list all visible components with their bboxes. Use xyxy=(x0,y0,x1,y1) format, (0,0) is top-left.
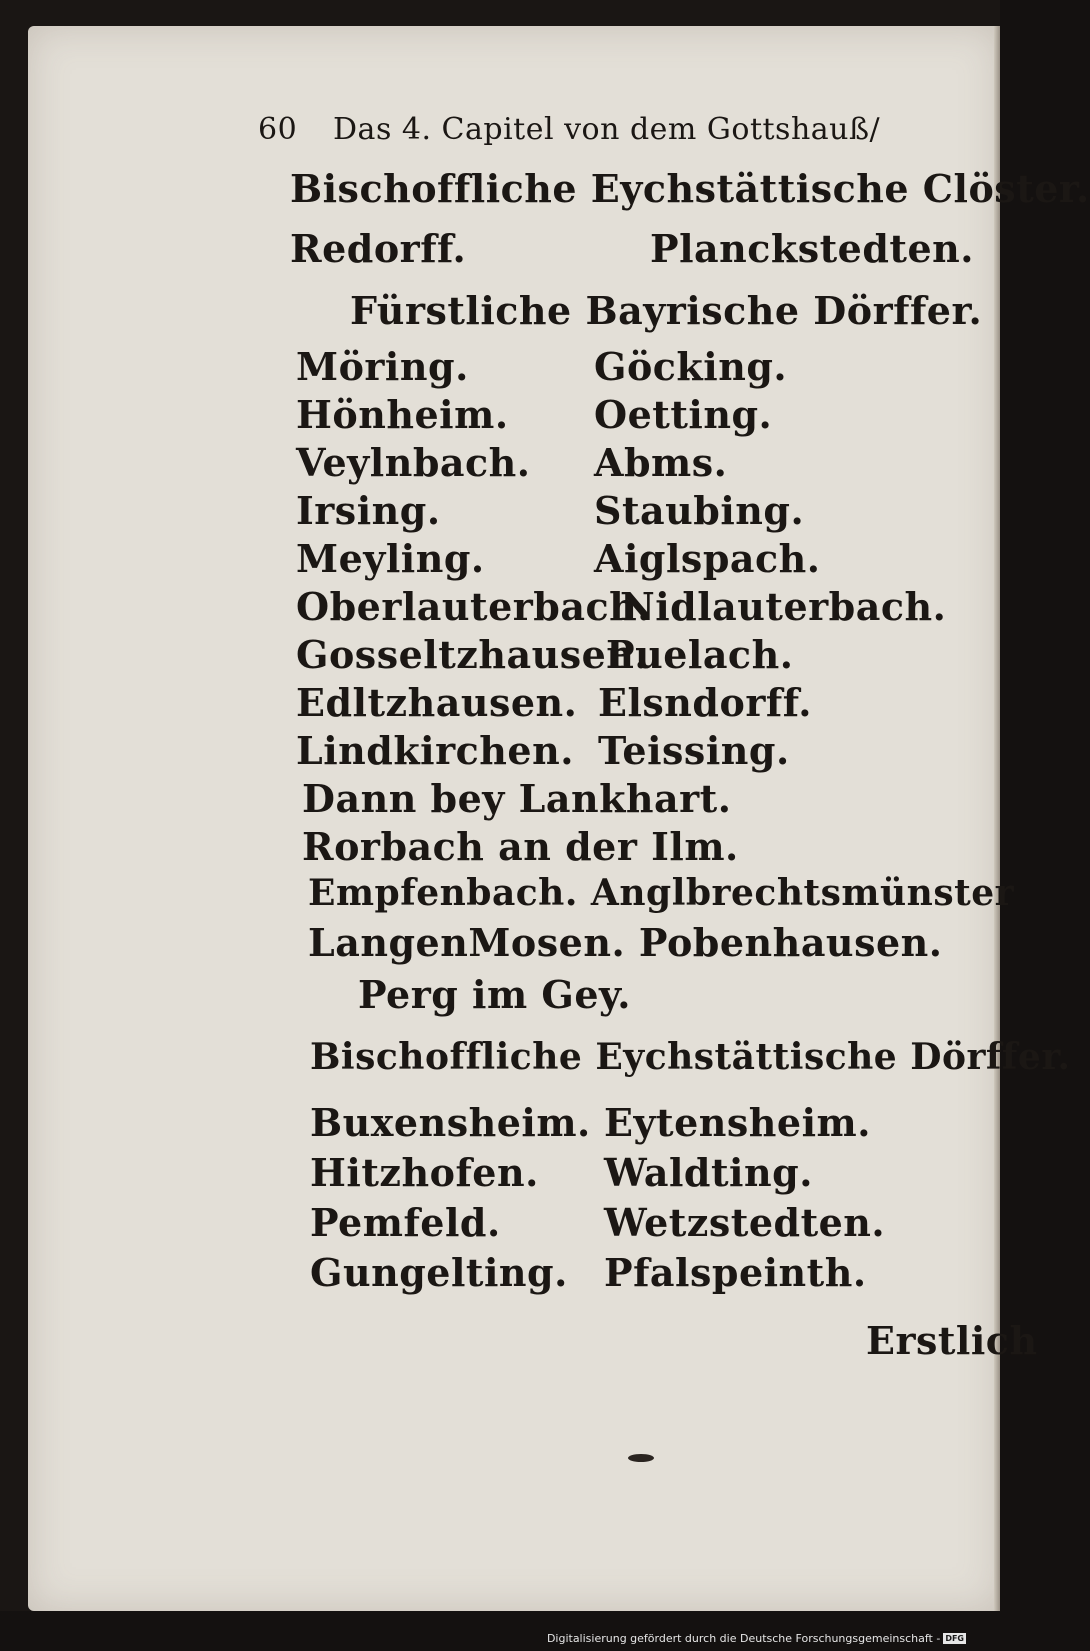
village-name: Edltzhausen. xyxy=(296,680,578,725)
village-name: Gosseltzhausen. xyxy=(296,632,649,677)
cloister-item: Planckstedten. xyxy=(650,226,975,271)
village-name: Oetting. xyxy=(594,392,773,437)
village-name: Abms. xyxy=(594,440,728,485)
village-name: Pemfeld. xyxy=(310,1200,501,1245)
village-line: Rorbach an der Ilm. xyxy=(302,824,739,869)
village-name: Wetzstedten. xyxy=(604,1200,886,1245)
section-heading-bavarian: Fürstliche Bayrische Dörffer. xyxy=(350,288,983,333)
village-line: LangenMosen. Pobenhausen. xyxy=(308,920,943,965)
footer-bar xyxy=(0,1611,1000,1651)
village-name: Buxensheim. xyxy=(310,1100,591,1145)
village-line: Perg im Gey. xyxy=(358,972,632,1017)
catchword: Erstlich xyxy=(866,1318,1038,1363)
village-name: Waldting. xyxy=(604,1150,813,1195)
village-name: Staubing. xyxy=(594,488,805,533)
village-name: Möring. xyxy=(296,344,469,389)
village-name: Eytensheim. xyxy=(604,1100,871,1145)
digitization-credit xyxy=(547,1632,966,1645)
village-name: Meyling. xyxy=(296,536,485,581)
village-line: Dann bey Lankhart. xyxy=(302,776,732,821)
village-name: Göcking. xyxy=(594,344,788,389)
village-name: Irsing. xyxy=(296,488,441,533)
page-edge xyxy=(994,26,1000,1611)
village-name: Teissing. xyxy=(598,728,790,773)
village-name: Nidlauterbach. xyxy=(620,584,947,629)
village-name: Aiglspach. xyxy=(594,536,821,581)
village-name: Elsndorff. xyxy=(598,680,812,725)
ornament-mark xyxy=(628,1454,654,1462)
village-name: Veylnbach. xyxy=(296,440,531,485)
credit-text: Digitalisierung gefördert durch die Deutsche Forschungsgemeinschaft - xyxy=(546,1632,941,1645)
village-name: Hitzhofen. xyxy=(310,1150,539,1195)
village-name: Puelach. xyxy=(606,632,794,677)
running-title: Das 4. Capitel von dem Gottshauß/ xyxy=(333,112,881,147)
section-heading-cloisters: Bischoffliche Eychstättische Clöster. xyxy=(290,166,1090,211)
section-heading-eichstaett: Bischoffliche Eychstättische Dörffer. xyxy=(310,1036,1071,1078)
village-name: Oberlauterbach. xyxy=(296,584,651,629)
cloister-item: Redorff. xyxy=(290,226,467,271)
book-page xyxy=(28,26,1090,1611)
dfg-logo: DFG xyxy=(945,1634,964,1643)
village-name: Gungelting. xyxy=(310,1250,568,1295)
village-name: Pfalspeinth. xyxy=(604,1250,867,1295)
village-line: Empfenbach. Anglbrechtsmünster xyxy=(308,872,1015,914)
page-number: 60 xyxy=(258,112,298,147)
village-name: Hönheim. xyxy=(296,392,509,437)
village-name: Lindkirchen. xyxy=(296,728,574,773)
